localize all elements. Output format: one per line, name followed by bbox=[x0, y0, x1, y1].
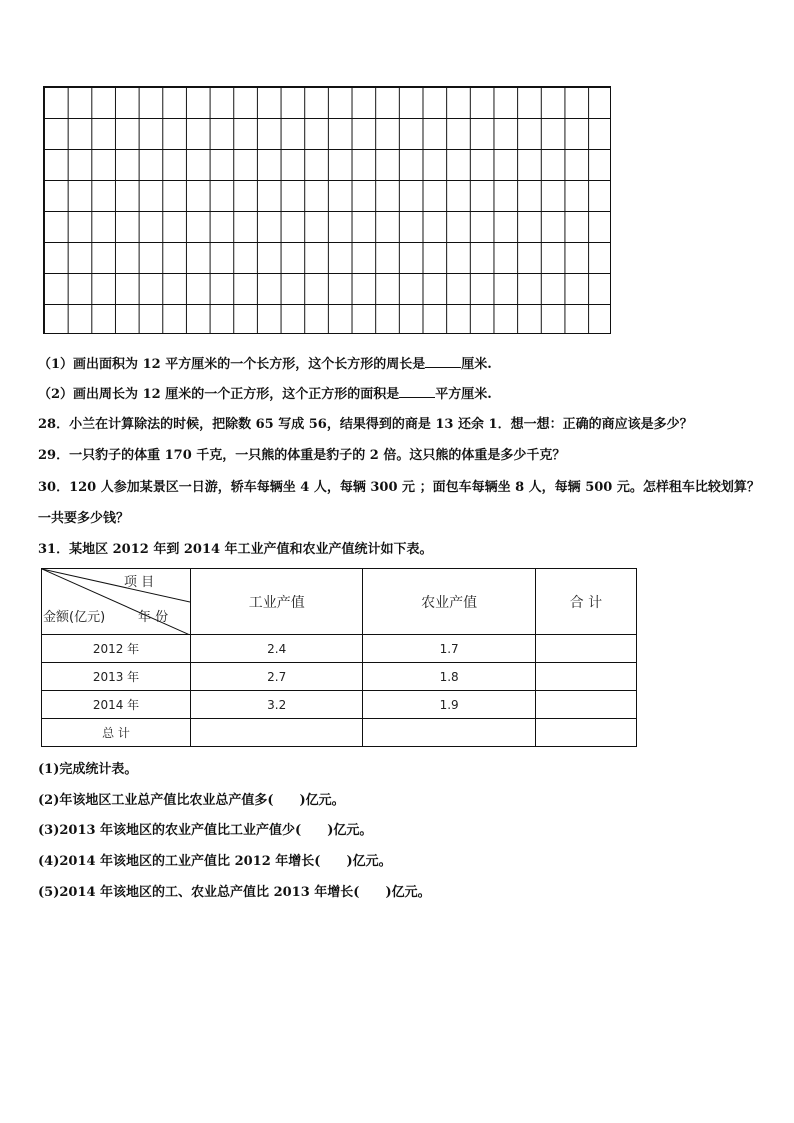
agriculture-total-cell[interactable] bbox=[363, 719, 535, 747]
answer-blank bbox=[399, 385, 435, 398]
year-cell: 2014 年 bbox=[42, 691, 191, 719]
sub-question-2: (2)年该地区工业总产值比农业总产值多( )亿元。 bbox=[38, 793, 345, 808]
stats-table bbox=[41, 568, 637, 747]
question-29: 29．一只豹子的体重 170 千克，一只熊的体重是豹子的 2 倍。这只熊的体重是多少千克？ bbox=[38, 448, 566, 463]
table-header-row bbox=[42, 569, 637, 635]
q27-part2-text: （2）画出周长为 12 厘米的一个正方形，这个正方形的面积是 bbox=[38, 387, 400, 402]
q27-part1 bbox=[38, 355, 492, 373]
sub-question-5: (5)2014 年该地区的工、农业总产值比 2013 年增长( )亿元。 bbox=[38, 885, 431, 900]
question-28: 28．小兰在计算除法的时候，把除数 65 写成 56，结果得到的商是 13 还余 1．想一想：正确的商应该是多少？ bbox=[38, 417, 693, 432]
col-total: 合 计 bbox=[535, 569, 636, 635]
q27-part1-text: （1）画出面积为 12 平方厘米的一个长方形，这个长方形的周长是 bbox=[38, 357, 426, 372]
question-30-line2: 一共要多少钱？ bbox=[38, 511, 130, 526]
table-row bbox=[42, 691, 637, 719]
question-30-line1: 30．120 人参加某景区一日游，轿车每辆坐 4 人，每辆 300 元 ；面包车每辆坐 8 人，每辆 500 元。怎样租车比较划算？ bbox=[38, 480, 760, 495]
table-total-row bbox=[42, 719, 637, 747]
q27-part1-unit: 厘米. bbox=[461, 357, 492, 372]
grand-total-cell[interactable] bbox=[535, 719, 636, 747]
industry-cell: 2.7 bbox=[191, 663, 363, 691]
diagonal-header-cell bbox=[42, 569, 191, 635]
total-label-cell: 总 计 bbox=[42, 719, 191, 747]
total-cell[interactable] bbox=[535, 691, 636, 719]
diag-amount-label: 金额(亿元) bbox=[43, 610, 106, 625]
industry-total-cell[interactable] bbox=[191, 719, 363, 747]
q27-part2-unit: 平方厘米. bbox=[435, 387, 492, 402]
sub-question-3: (3)2013 年该地区的农业产值比工业产值少( )亿元。 bbox=[38, 823, 373, 838]
total-cell[interactable] bbox=[535, 663, 636, 691]
diag-year-label: 年 份 bbox=[138, 610, 169, 625]
col-agriculture: 农业产值 bbox=[363, 569, 535, 635]
diagonal-lines bbox=[42, 569, 190, 635]
industry-cell: 3.2 bbox=[191, 691, 363, 719]
col-industry: 工业产值 bbox=[191, 569, 363, 635]
year-cell: 2012 年 bbox=[42, 635, 191, 663]
diag-item-label: 项 目 bbox=[124, 575, 155, 590]
agriculture-cell: 1.9 bbox=[363, 691, 535, 719]
answer-blank bbox=[425, 355, 461, 368]
q27-part2 bbox=[38, 385, 492, 403]
total-cell[interactable] bbox=[535, 635, 636, 663]
table-row bbox=[42, 635, 637, 663]
year-cell: 2013 年 bbox=[42, 663, 191, 691]
agriculture-cell: 1.8 bbox=[363, 663, 535, 691]
sub-question-1: (1)完成统计表。 bbox=[38, 762, 138, 777]
drawing-grid bbox=[43, 86, 611, 334]
agriculture-cell: 1.7 bbox=[363, 635, 535, 663]
table-row bbox=[42, 663, 637, 691]
industry-cell: 2.4 bbox=[191, 635, 363, 663]
question-31-intro: 31．某地区 2012 年到 2014 年工业产值和农业产值统计如下表。 bbox=[38, 542, 433, 557]
sub-question-4: (4)2014 年该地区的工业产值比 2012 年增长( )亿元。 bbox=[38, 854, 392, 869]
